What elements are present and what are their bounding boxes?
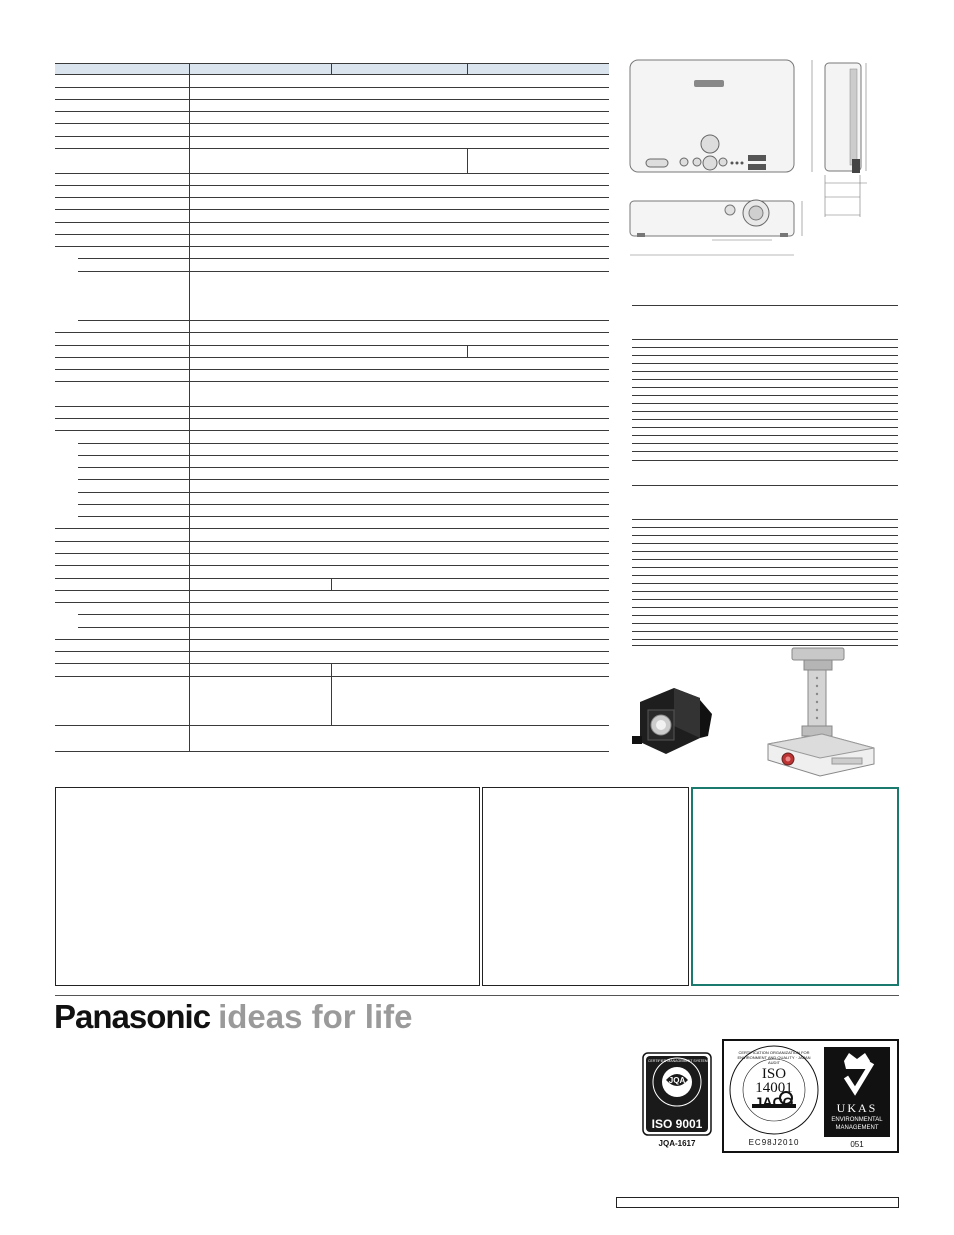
jaco-standard-line2: 14001 — [755, 1080, 793, 1096]
ukas-logo — [824, 1047, 892, 1151]
brand-logo — [54, 998, 412, 1036]
footer-rule — [55, 995, 899, 996]
jqa-iso9001-logo — [642, 1052, 712, 1152]
notes-box-left — [55, 787, 480, 986]
projector-dimension-drawing — [622, 55, 882, 265]
footer-code-box — [616, 1197, 899, 1208]
ukas-number: 051 — [850, 1140, 864, 1149]
replacement-lamp-image — [626, 680, 716, 760]
jaco-standard-line1: ISO — [761, 1066, 787, 1082]
ceiling-mount-bracket-image — [762, 646, 880, 778]
notes-box-accent — [691, 787, 899, 986]
spec-table-header — [55, 63, 609, 75]
jaco-ring-text: CERTIFICATION ORGANIZATION FOR ENVIRONMENT AND QUALITY · JAPAN AUDIT — [737, 1050, 811, 1065]
brand-tagline: ideas for life — [218, 998, 413, 1035]
jaco-number: EC98J2010 — [748, 1138, 800, 1147]
jqa-number: JQA-1617 — [658, 1139, 696, 1148]
brand-name: Panasonic — [54, 998, 211, 1035]
jaco-iso14001-logo — [728, 1044, 820, 1150]
jqa-title: ISO 9001 — [651, 1117, 703, 1131]
ukas-title: UKAS — [836, 1101, 878, 1115]
jqa-mark-text: JQA — [668, 1076, 686, 1085]
jqa-ring-text: CERTIFIED MANAGEMENT SYSTEM — [648, 1059, 708, 1063]
ukas-line2: MANAGEMENT — [835, 1125, 879, 1131]
notes-box-middle — [482, 787, 689, 986]
jaco-mark-text: JACO — [754, 1094, 794, 1110]
ukas-line1: ENVIRONMENTAL — [831, 1117, 883, 1123]
